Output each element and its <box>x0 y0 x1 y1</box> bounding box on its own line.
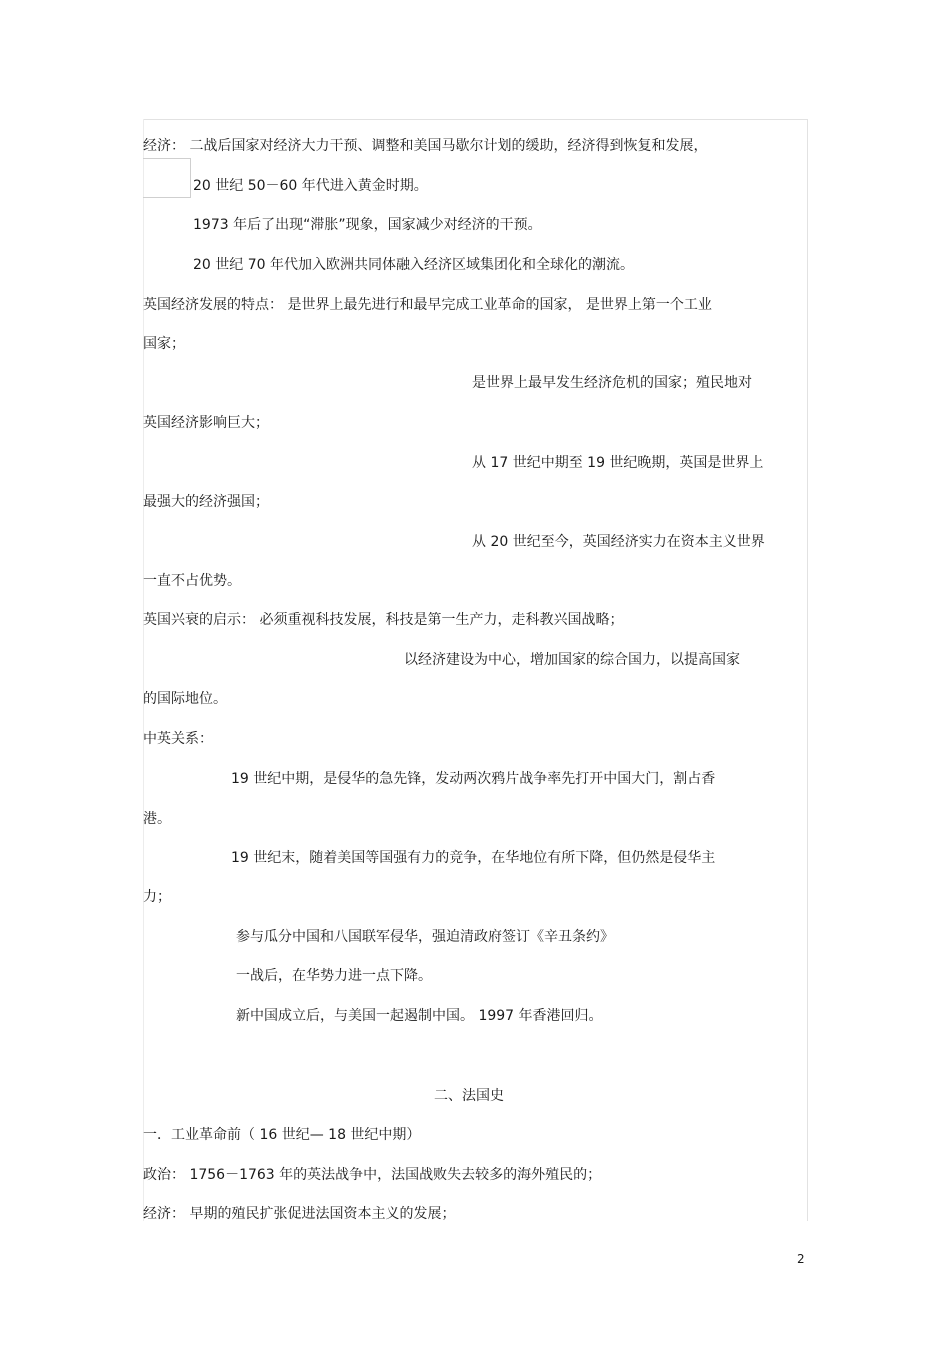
page-frame-right <box>807 119 808 1221</box>
line-pre-industrial: 一．工业革命前（ 16 世纪— 18 世纪中期） <box>143 1127 421 1143</box>
line-opium-war: 19 世纪中期，是侵华的急先锋，发动两次鸦片战争率先打开中国大门，割占香 <box>231 771 716 787</box>
page-frame-top <box>143 119 808 120</box>
line-main-force: 力； <box>143 889 171 905</box>
line-colony-impact: 英国经济影响巨大； <box>143 415 269 431</box>
indent-box <box>143 158 191 198</box>
line-politics-war: 政治： 1756－1763 年的英法战争中，法国战败失去较多的海外殖民的； <box>143 1167 602 1183</box>
line-stagflation: 1973 年后了出现“滞胀”现象，国家减少对经济的干预。 <box>193 217 542 233</box>
page-frame-left <box>143 119 144 1221</box>
line-hongkong: 港。 <box>143 811 171 827</box>
line-boxer-protocol: 参与瓜分中国和八国联军侵华，强迫清政府签订《辛丑条约》 <box>236 929 614 945</box>
line-country: 国家； <box>143 336 185 352</box>
line-new-china: 新中国成立后，与美国一起遏制中国。 1997 年香港回归。 <box>236 1008 603 1024</box>
line-economy-postwar: 经济： 二战后国家对经济大力干预、调整和美国马歇尔计划的缓助，经济得到恢复和发展， <box>143 138 708 154</box>
page-number: 2 <box>797 1252 805 1266</box>
line-no-advantage: 一直不占优势。 <box>143 573 241 589</box>
line-strongest: 最强大的经济强国； <box>143 494 269 510</box>
line-20th: 从 20 世纪至今，英国经济实力在资本主义世界 <box>472 534 765 550</box>
line-late-19th: 19 世纪末，随着美国等国强有力的竞争，在华地位有所下降，但仍然是侵华主 <box>231 850 716 866</box>
line-golden-age: 20 世纪 50－60 年代进入黄金时期。 <box>193 178 428 194</box>
line-international-status: 的国际地位。 <box>143 691 227 707</box>
line-crisis: 是世界上最早发生经济危机的国家；殖民地对 <box>472 375 752 391</box>
line-economic-construction: 以经济建设为中心，增加国家的综合国力，以提高国家 <box>404 652 740 668</box>
line-eec: 20 世纪 70 年代加入欧洲共同体融入经济区域集团化和全球化的潮流。 <box>193 257 634 273</box>
line-17th-19th: 从 17 世纪中期至 19 世纪晚期，英国是世界上 <box>472 455 764 471</box>
section-heading-france: 二、法国史 <box>434 1088 504 1104</box>
line-lessons-title: 英国兴衰的启示： 必须重视科技发展，科技是第一生产力，走科教兴国战略； <box>143 612 624 628</box>
line-features-title: 英国经济发展的特点： 是世界上最先进行和最早完成工业革命的国家， 是世界上第一个工业 <box>143 297 712 313</box>
line-economy-colonial: 经济： 早期的殖民扩张促进法国资本主义的发展； <box>143 1206 456 1222</box>
line-after-ww1: 一战后，在华势力进一点下降。 <box>236 968 432 984</box>
line-sino-british-title: 中英关系： <box>143 731 213 747</box>
